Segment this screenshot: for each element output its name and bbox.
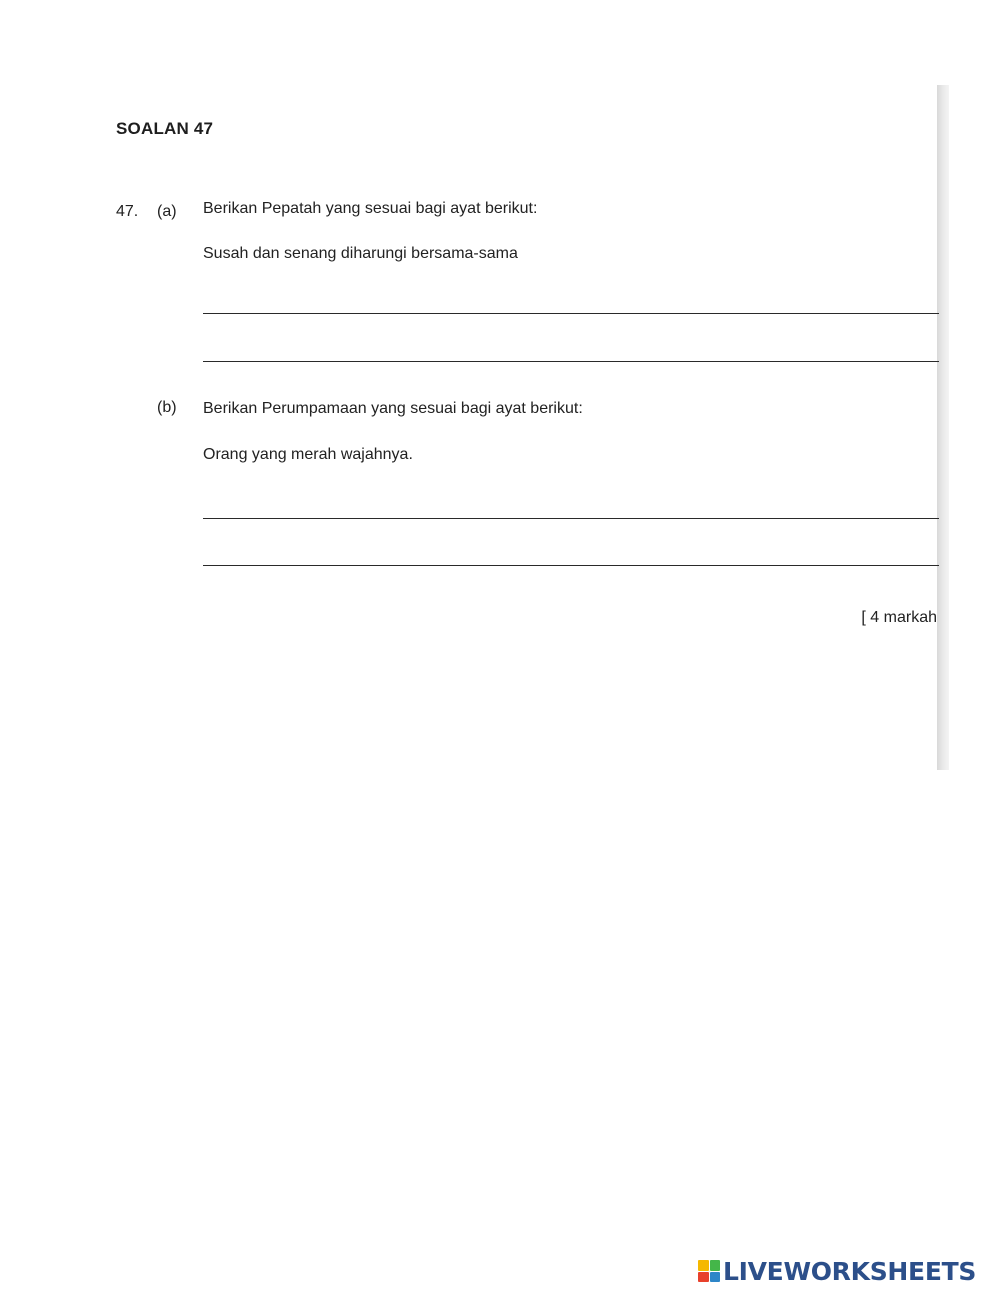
question-number: 47. — [116, 203, 139, 220]
part-a-label: (a) — [157, 203, 177, 220]
scan-page-edge — [937, 85, 949, 770]
liveworksheets-logo-icon — [698, 1260, 720, 1282]
part-a-answer-line-2[interactable] — [203, 336, 939, 362]
part-b-label: (b) — [157, 399, 177, 416]
liveworksheets-brand — [698, 1256, 976, 1286]
part-b-answer-line-1[interactable] — [203, 493, 939, 519]
part-b-sentence: Orang yang merah wajahnya. — [203, 446, 413, 463]
part-a-instruction: Berikan Pepatah yang sesuai bagi ayat berikut: — [203, 200, 538, 217]
brand-name: LIVEWORKSHEETS — [723, 1256, 977, 1286]
part-b-answer-line-2[interactable] — [203, 540, 939, 566]
part-a-answer-line-1[interactable] — [203, 288, 939, 314]
marks-label: [ 4 markah — [861, 609, 937, 626]
part-b-instruction: Berikan Perumpamaan yang sesuai bagi ayat berikut: — [203, 400, 583, 417]
question-title: SOALAN 47 — [116, 119, 214, 138]
part-a-sentence: Susah dan senang diharungi bersama-sama — [203, 245, 518, 262]
